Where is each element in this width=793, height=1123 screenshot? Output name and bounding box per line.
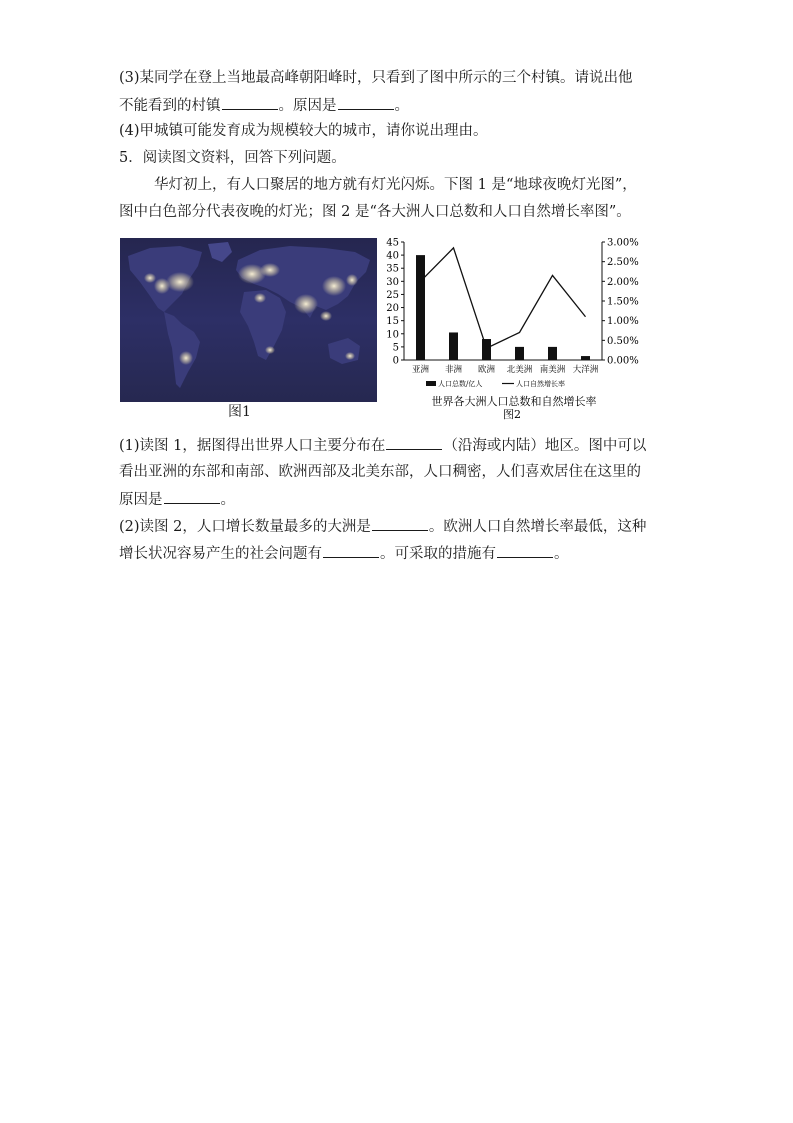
- sub1-text-d: 。: [220, 492, 235, 508]
- right-tick-label: 1.50%: [607, 296, 639, 308]
- sub2-text-c: 增长状况容易产生的社会问题有: [119, 546, 322, 562]
- q5-intro2: 图中白色部分代表夜晚的灯光；图 2 是“各大洲人口总数和人口自然增长率图”。: [119, 204, 631, 220]
- sub1-text-b: （沿海或内陆）地区。图中可以: [443, 438, 647, 454]
- sub1-text-a: (1)读图 1，据图得出世界人口主要分布在: [119, 438, 386, 454]
- legend-line-label: 人口自然增长率: [516, 380, 565, 388]
- figure1-caption: 图1: [228, 404, 251, 420]
- sub2-line2: [119, 543, 569, 564]
- category-label: 欧洲: [477, 365, 496, 375]
- left-tick-label: 30: [386, 276, 399, 288]
- sub2-text-a: (2)读图 2，人口增长数量最多的大洲是: [119, 519, 371, 535]
- q4-line: (4)甲城镇可能发育成为规模较大的城市，请你说出理由。: [119, 123, 488, 139]
- bar-欧洲: [482, 339, 491, 360]
- left-tick-label: 10: [386, 329, 399, 341]
- left-tick-label: 15: [386, 316, 399, 328]
- sub2-text-e: 。: [554, 546, 569, 562]
- right-tick-label: 2.50%: [607, 257, 639, 269]
- answer-blank[interactable]: [323, 543, 379, 558]
- category-label: 亚洲: [411, 365, 430, 375]
- legend-bar-label: 人口总数/亿人: [438, 380, 483, 388]
- sub2-text-b: 。欧洲人口自然增长率最低，这种: [428, 519, 647, 535]
- q3-line2: [119, 95, 409, 116]
- q3-text-c: 。: [394, 98, 409, 114]
- bar-非洲: [449, 332, 458, 360]
- left-tick-label: 20: [386, 303, 399, 315]
- right-tick-label: 1.00%: [607, 316, 639, 328]
- sub1-line2: 看出亚洲的东部和南部、欧洲西部及北美东部，人口稠密，人们喜欢居住在这里的: [119, 464, 641, 480]
- answer-blank[interactable]: [386, 435, 442, 450]
- sub1-text-c: 原因是: [119, 492, 163, 508]
- right-tick-label: 0.00%: [607, 355, 639, 367]
- left-tick-label: 40: [386, 250, 399, 262]
- left-tick-label: 25: [386, 289, 399, 301]
- q3-text-b: 。原因是: [278, 98, 337, 114]
- answer-blank[interactable]: [338, 95, 394, 110]
- answer-blank[interactable]: [372, 516, 428, 531]
- bar-南美洲: [548, 347, 557, 360]
- population-chart: [378, 232, 650, 424]
- chart-title: 世界各大洲人口总数和自然增长率: [431, 395, 597, 408]
- left-tick-label: 35: [386, 263, 399, 275]
- category-label: 南美洲: [539, 365, 566, 375]
- sub2-line1: [119, 516, 646, 537]
- sub1-line3: [119, 489, 235, 510]
- legend-bar-swatch: [426, 381, 436, 386]
- left-tick-label: 0: [392, 355, 399, 367]
- sub1-line1: [119, 435, 646, 456]
- right-tick-label: 0.50%: [607, 335, 639, 347]
- chart-legend: [426, 379, 565, 388]
- left-tick-label: 45: [386, 237, 399, 249]
- category-label: 非洲: [444, 365, 463, 375]
- growth-rate-line: [421, 248, 586, 348]
- category-label: 大洋洲: [572, 365, 599, 375]
- bar-大洋洲: [581, 356, 590, 360]
- answer-blank[interactable]: [164, 489, 220, 504]
- sub2-text-d: 。可采取的措施有: [380, 546, 496, 562]
- right-tick-label: 2.00%: [607, 276, 639, 288]
- figure2-caption: 图2: [503, 408, 521, 421]
- left-tick-label: 5: [392, 342, 399, 354]
- category-label: 北美洲: [506, 365, 533, 375]
- q5-intro1: 华灯初上，有人口聚居的地方就有灯光闪烁。下图 1 是“地球夜晚灯光图”，: [154, 177, 637, 193]
- q3-text-a: 不能看到的村镇: [119, 98, 221, 114]
- bar-北美洲: [515, 347, 524, 360]
- right-tick-label: 3.00%: [607, 237, 639, 249]
- answer-blank[interactable]: [497, 543, 553, 558]
- q3-line1: (3)某同学在登上当地最高峰朝阳峰时，只看到了图中所示的三个村镇。请说出他: [119, 70, 633, 86]
- night-lights-map: [120, 238, 377, 402]
- bar-亚洲: [416, 255, 425, 360]
- q5-heading: 5．阅读图文资料，回答下列问题。: [119, 150, 346, 166]
- answer-blank[interactable]: [222, 95, 278, 110]
